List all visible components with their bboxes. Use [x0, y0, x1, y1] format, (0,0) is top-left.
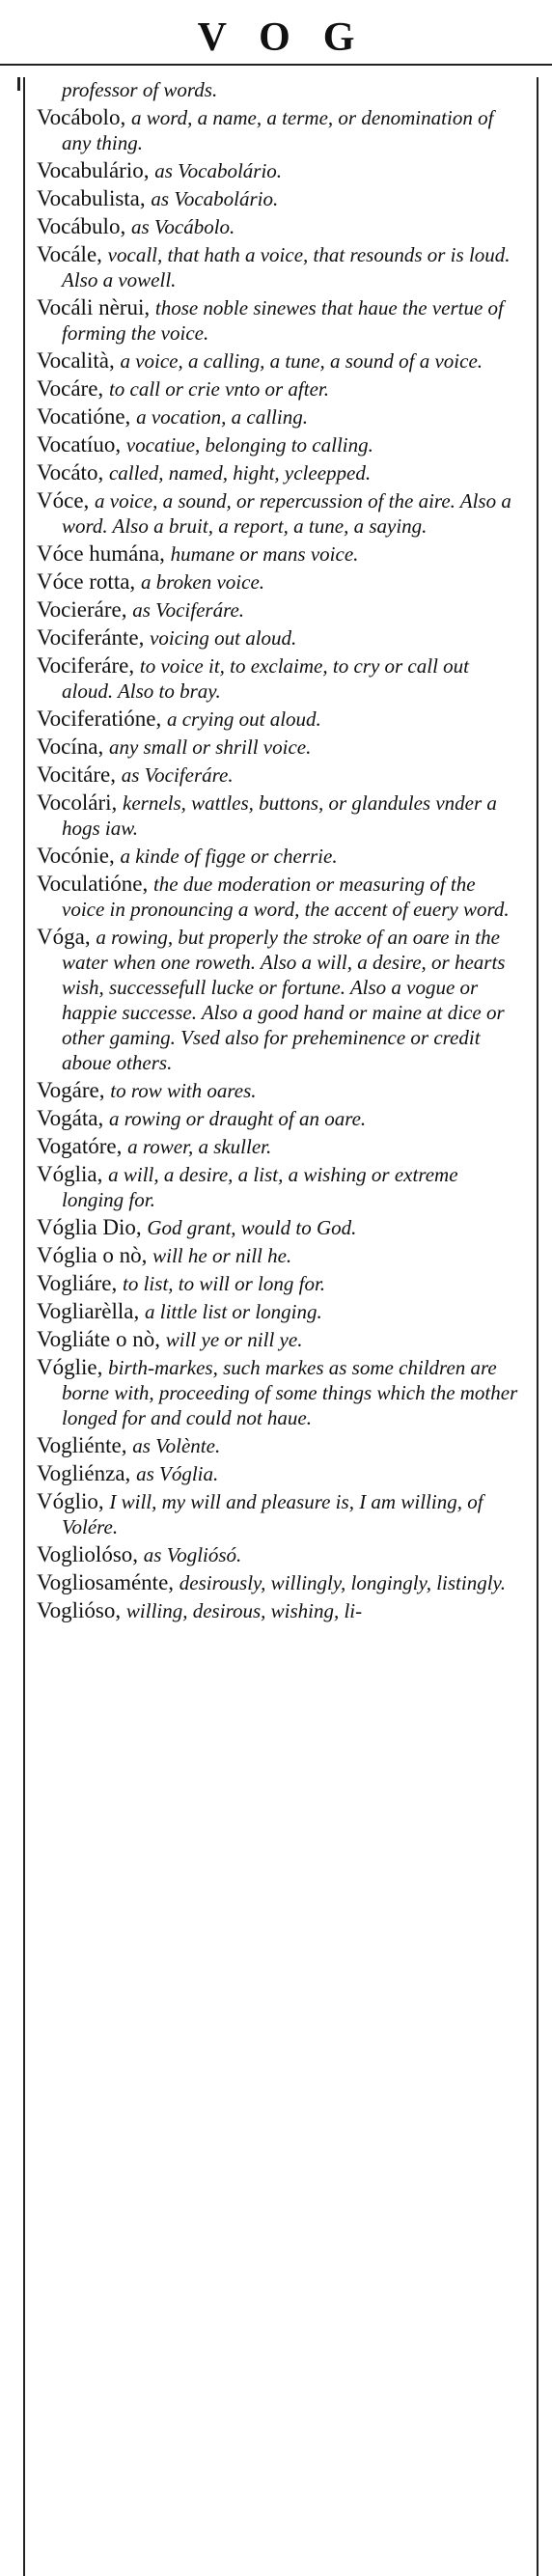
entry-definition: willing, desirous, wishing, li- [125, 1599, 363, 1622]
entry-headword: Vóce humána, [37, 541, 165, 566]
entry-headword: Vociferánte, [37, 625, 145, 650]
entry-headword: Vogliénza, [37, 1461, 131, 1485]
dictionary-entry [37, 186, 523, 211]
entry-headword: Vocábolo, [37, 105, 126, 129]
entry-definition: humane or mans voice. [170, 542, 359, 566]
dictionary-entry [37, 734, 523, 760]
dictionary-entry [37, 1327, 523, 1352]
entry-headword: Vóglio, [37, 1489, 104, 1513]
entry-definition: a word, a name, a terme, or denomination of any thing. [62, 106, 494, 154]
entry-definition: God grant, would to God. [147, 1216, 357, 1239]
entry-headword: Vocáli nèrui, [37, 295, 151, 319]
dictionary-entry [37, 348, 523, 374]
entry-definition: a crying out aloud. [166, 707, 321, 731]
entry-definition: as Vóglia. [136, 1462, 219, 1485]
entry-headword: Vocatióne, [37, 404, 131, 429]
dictionary-entry [37, 1598, 523, 1623]
entry-definition: will he or nill he. [152, 1244, 292, 1267]
entry-headword: Voculatióne, [37, 872, 149, 896]
entry-headword: Vogáre, [37, 1078, 105, 1102]
entry-headword: Vociferatióne, [37, 706, 162, 731]
entry-definition: as Vocabolário. [151, 187, 279, 210]
dictionary-entry [37, 1570, 523, 1595]
entry-definition: vocatiue, belonging to calling. [125, 433, 373, 457]
dictionary-entry [37, 706, 523, 732]
entry-headword: Vóglia o nò, [37, 1243, 148, 1267]
dictionary-entry [37, 790, 523, 841]
entry-definition: a kinde of figge or cherrie. [120, 845, 338, 868]
entry-definition: to row with oares. [110, 1079, 257, 1102]
dictionary-entry [37, 1162, 523, 1212]
entry-definition: a voice, a sound, or repercussion of the aire. Also a word. Also a bruit, a report, a tune, a saying. [62, 489, 511, 538]
entry-headword: Vóglia Dio, [37, 1215, 142, 1239]
dictionary-entry [37, 376, 523, 402]
entry-headword: Vocále, [37, 242, 102, 266]
entry-definition: any small or shrill voice. [108, 735, 312, 759]
entry-definition: vocall, that hath a voice, that resounds or is loud. Also a vowell. [62, 243, 511, 291]
entry-headword: Vocolári, [37, 790, 118, 815]
entry-definition: a rowing or draught of an oare. [108, 1107, 367, 1130]
entry-headword: Vocabulário, [37, 158, 150, 182]
dictionary-entry [37, 214, 523, 239]
entry-definition: a little list or longing. [145, 1300, 322, 1323]
entry-definition: voicing out aloud. [150, 626, 297, 650]
entry-headword: Vocieráre, [37, 597, 127, 622]
dictionary-entry [37, 541, 523, 567]
entry-definition: as Vocábolo. [130, 215, 235, 238]
entry-headword: Vóglie, [37, 1355, 103, 1379]
entry-headword: Vóce, [37, 488, 90, 512]
dictionary-entry [37, 1243, 523, 1268]
dictionary-entry [37, 1271, 523, 1296]
entry-definition: as Vociferáre. [132, 598, 245, 622]
dictionary-entry [37, 158, 523, 183]
dictionary-entry [37, 844, 523, 869]
entry-headword: Vogliarèlla, [37, 1299, 140, 1323]
entry-headword: Vocábulo, [37, 214, 126, 238]
entry-headword: Vogatóre, [37, 1134, 123, 1158]
entry-headword: Vocáre, [37, 376, 104, 401]
entry-headword: Vogliosaménte, [37, 1570, 175, 1594]
entry-headword: Vocína, [37, 734, 104, 759]
dictionary-entry [37, 1355, 523, 1430]
entry-headword: Vociferáre, [37, 653, 135, 678]
dictionary-column [37, 77, 523, 1626]
entry-definition: a broken voice. [140, 570, 265, 594]
dictionary-entry [37, 597, 523, 623]
dictionary-entry [37, 569, 523, 595]
dictionary-entry [37, 625, 523, 651]
dictionary-entry [37, 460, 523, 485]
dictionary-entry [37, 1489, 523, 1539]
entry-definition: called, named, hight, ycleepped. [108, 461, 372, 485]
column-rule-right [537, 77, 538, 2576]
entry-definition: as Vogliósó. [143, 1543, 242, 1566]
entry-headword: Vogliáte o nò, [37, 1327, 160, 1351]
dictionary-entry [37, 1433, 523, 1458]
entry-definition: to voice it, to exclaime, to cry or call out aloud. Also to bray. [62, 654, 470, 703]
column-marker [17, 77, 20, 91]
entry-headword: Vocalità, [37, 348, 115, 373]
dictionary-entry [37, 77, 523, 102]
dictionary-entry [37, 488, 523, 539]
dictionary-entry [37, 653, 523, 704]
entry-headword: Vogliolóso, [37, 1542, 139, 1566]
entry-headword: Vogáta, [37, 1106, 104, 1130]
entry-definition: as Vocabolário. [154, 159, 283, 182]
dictionary-entry [37, 105, 523, 155]
entry-definition: as Volènte. [132, 1434, 221, 1457]
dictionary-entry [37, 762, 523, 788]
header-rule [0, 64, 552, 66]
entry-definition: a will, a desire, a list, a wishing or extreme longing for. [62, 1163, 458, 1211]
entry-definition: a voice, a calling, a tune, a sound of a voice. [120, 349, 483, 373]
entry-headword: Vocabulista, [37, 186, 146, 210]
entry-definition: desirously, willingly, longingly, listingly. [179, 1571, 506, 1594]
dictionary-entry [37, 925, 523, 1075]
dictionary-entry [37, 432, 523, 457]
dictionary-entry [37, 1215, 523, 1240]
dictionary-entry [37, 872, 523, 922]
entry-definition: a rower, a skuller. [127, 1135, 272, 1158]
page-title: VOG [197, 15, 388, 60]
entry-definition: birth-markes, such markes as some children are borne with, proceeding of some things which the mother longed for and could not haue. [62, 1356, 518, 1429]
dictionary-entry [37, 1078, 523, 1103]
column-rule-left [23, 77, 25, 2576]
dictionary-entry [37, 1542, 523, 1567]
dictionary-entry [37, 1461, 523, 1486]
entry-definition: to call or crie vnto or after. [108, 377, 329, 401]
entry-headword: Vocónie, [37, 844, 115, 868]
entry-definition: those noble sinewes that haue the vertue of forming the voice. [62, 296, 504, 345]
entry-definition: a vocation, a calling. [136, 405, 308, 429]
dictionary-entry [37, 1134, 523, 1159]
dictionary-entry [37, 295, 523, 346]
entry-headword: Vóce rotta, [37, 569, 136, 594]
entry-headword: Vóga, [37, 925, 91, 949]
entry-headword: Vocitáre, [37, 762, 116, 787]
entry-headword: Vocáto, [37, 460, 104, 485]
entry-headword: Voglióso, [37, 1598, 122, 1622]
entry-headword: Vogliáre, [37, 1271, 118, 1295]
entry-headword: Vóglia, [37, 1162, 103, 1186]
entry-definition: kernels, wattles, buttons, or glandules vnder a hogs iaw. [62, 791, 497, 840]
dictionary-entry [37, 404, 523, 429]
entry-headword: Vocatíuo, [37, 432, 122, 457]
entry-definition: I will, my will and pleasure is, I am willing, of Volére. [62, 1490, 483, 1538]
dictionary-entry [37, 242, 523, 292]
entry-definition: the due moderation or measuring of the voice in pronouncing a word, the accent of euery word. [62, 873, 510, 921]
entry-definition: will ye or nill ye. [165, 1328, 303, 1351]
entry-definition: professor of words. [62, 78, 218, 101]
dictionary-entry [37, 1299, 523, 1324]
entry-headword: Vogliénte, [37, 1433, 127, 1457]
entry-definition: as Vociferáre. [121, 763, 234, 787]
entry-definition: to list, to will or long for. [123, 1272, 326, 1295]
dictionary-entry [37, 1106, 523, 1131]
entry-definition: a rowing, but properly the stroke of an oare in the water when one roweth. Also a will, a desire, or hearts wish, successefull lucke or fortune. Also a vogue or happie successe. Also a good hand or maine at dice or other gaming. Vsed also for preheminence or credit aboue others. [62, 926, 506, 1074]
